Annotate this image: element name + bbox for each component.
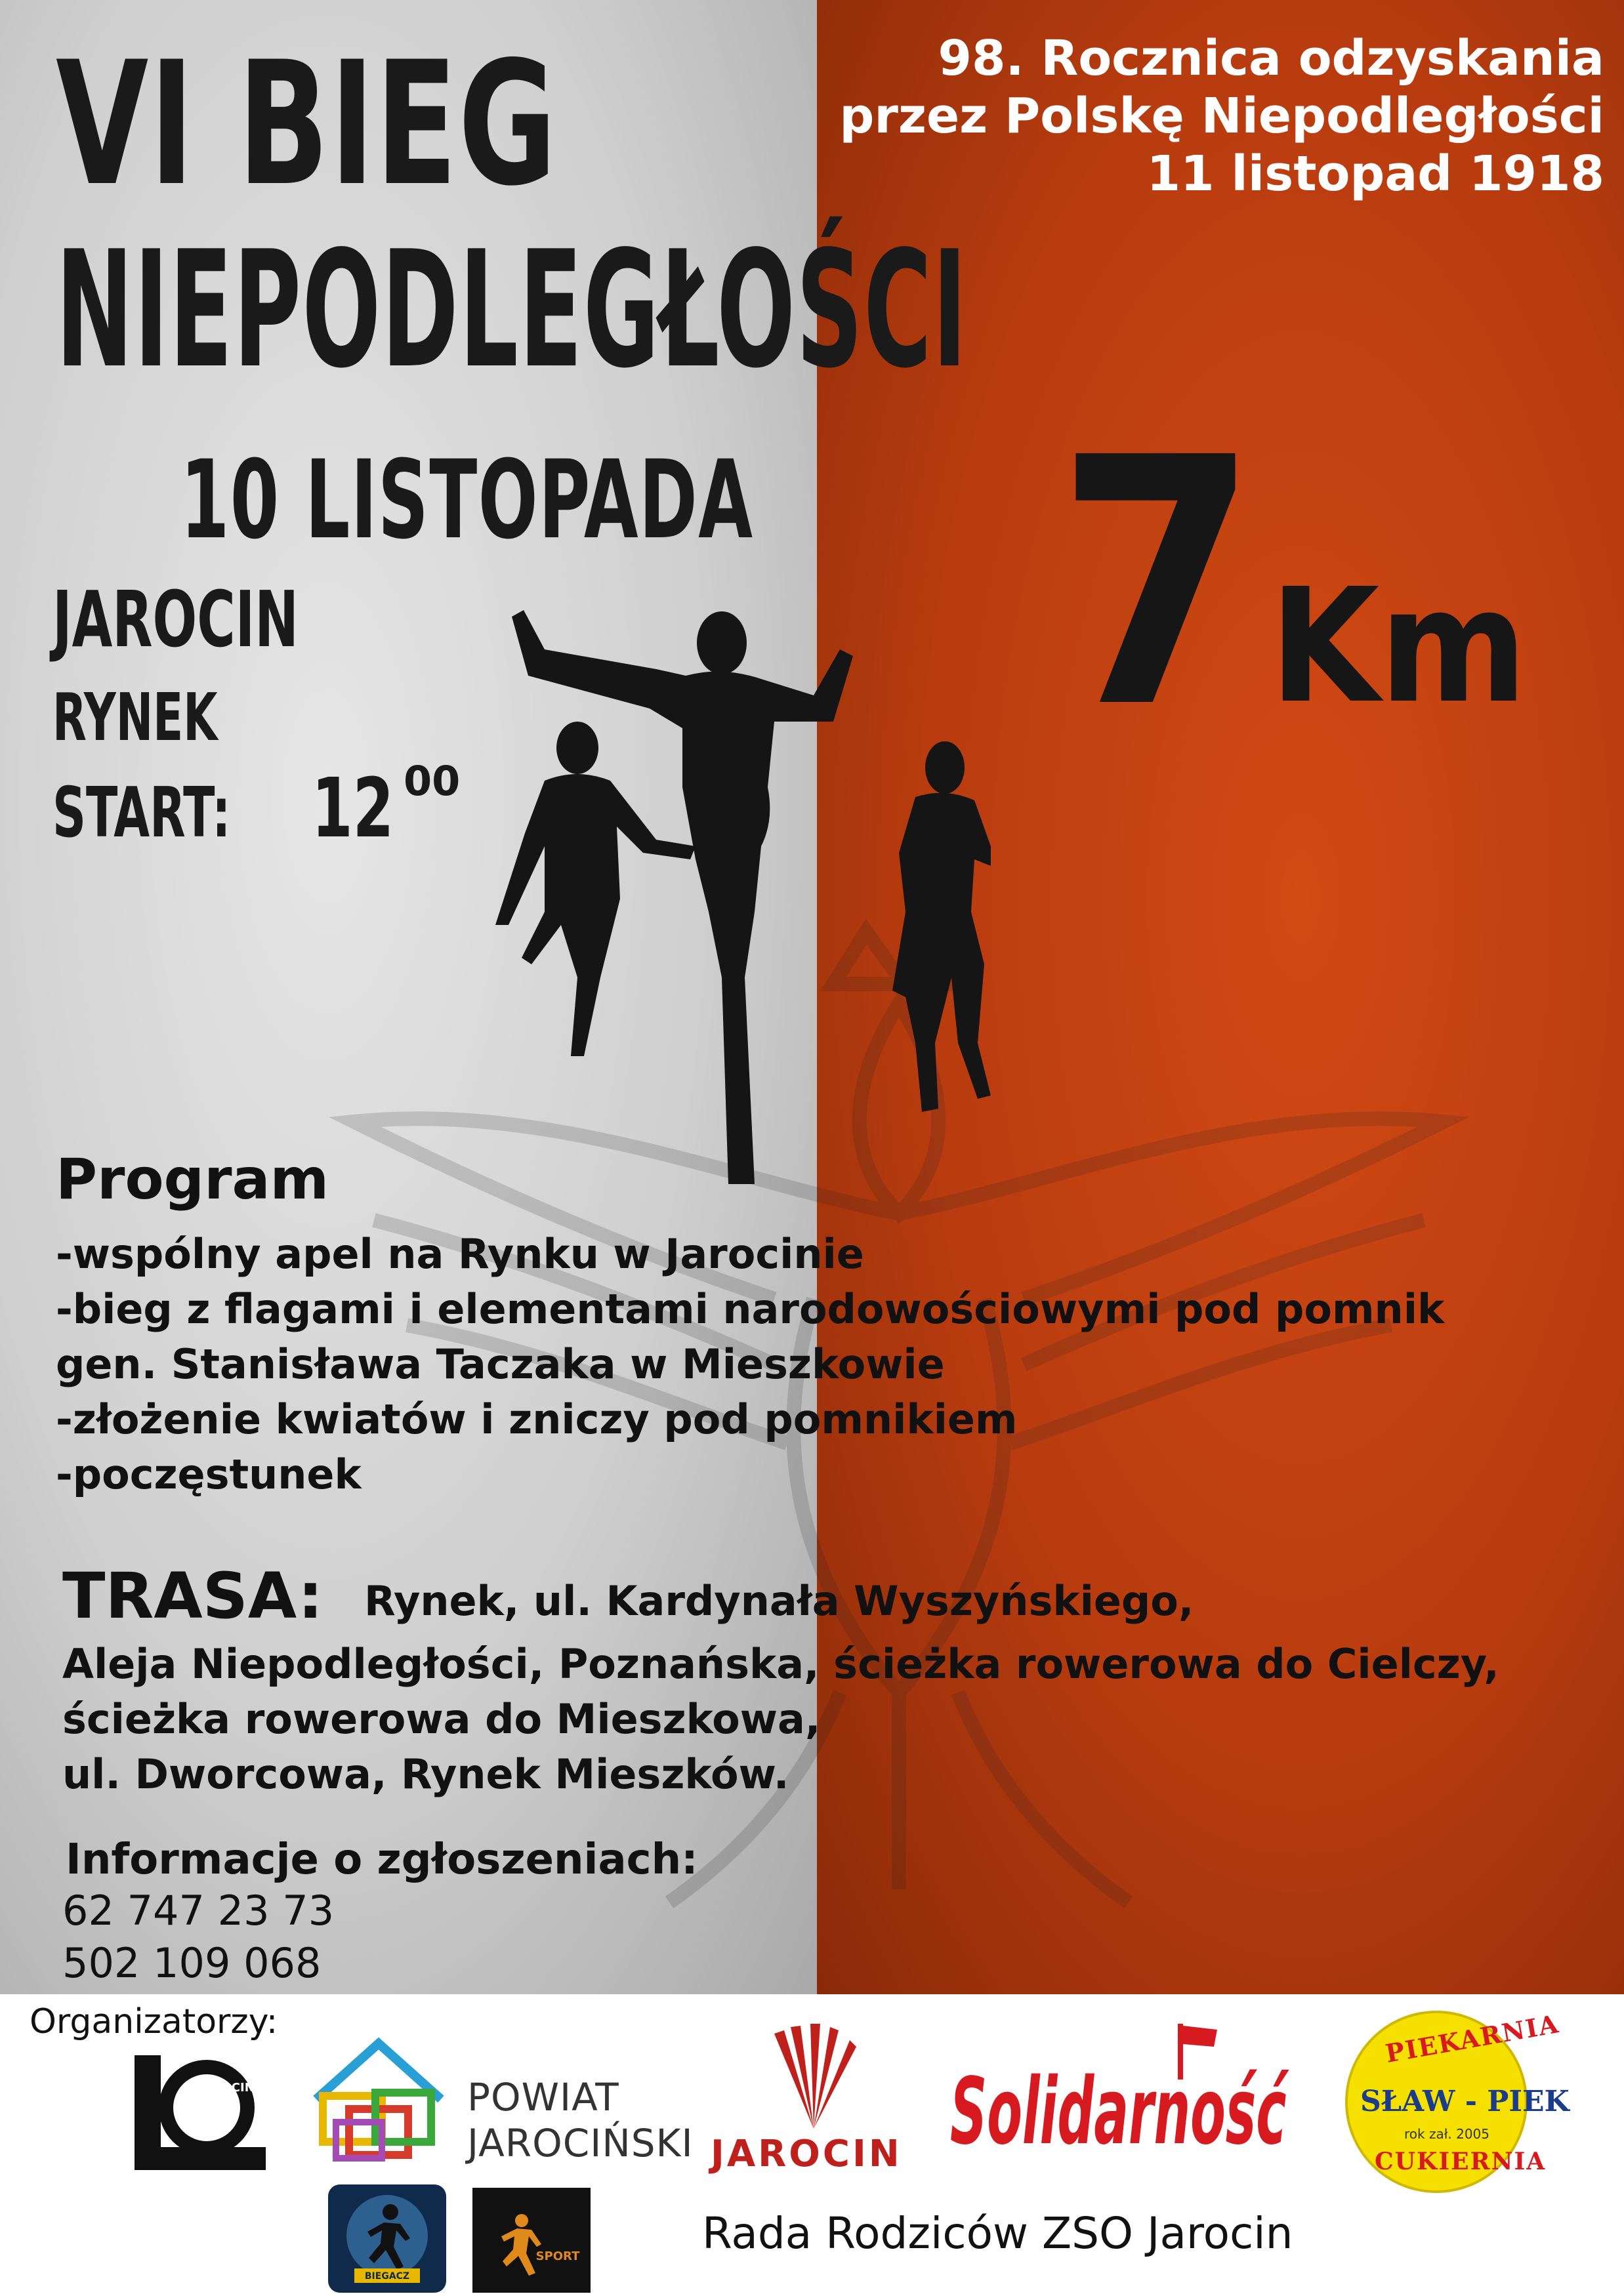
logo-l-text: JAROCIN <box>199 2081 255 2095</box>
program-item: -złożenie kwiatów i zniczy pod pomnikiem <box>56 1395 1018 1443</box>
phone-number-2: 502 109 068 <box>62 1939 322 1987</box>
start-hour: 12 <box>312 761 394 856</box>
jarocin-wing-logo <box>761 2020 866 2132</box>
bakery-top-text: PIEKARNIA <box>1383 2009 1562 2068</box>
route-line: Aleja Niepodległości, Poznańska, ścieżka rowerowa do Cielczy, <box>62 1640 1499 1688</box>
program-list <box>56 1227 1444 1502</box>
program-heading: Program <box>56 1147 329 1212</box>
jarocin-logo-text: JAROCIN <box>711 2133 902 2175</box>
jarocin-city-l-logo <box>128 2045 272 2177</box>
route-line: ul. Dworcowa, Rynek Mieszków. <box>62 1750 789 1798</box>
route-line: ścieżka rowerowa do Mieszkowa, <box>62 1695 821 1743</box>
bakery-founded: rok zał. 2005 <box>1404 2126 1490 2142</box>
event-title-line2: NIEPODLEGŁOŚCI <box>56 216 968 403</box>
event-place: RYNEK <box>52 679 218 756</box>
parents-council-text: Rada Rodziców ZSO Jarocin <box>702 2208 1293 2259</box>
route-line: Rynek, ul. Kardynała Wyszyńskiego, <box>364 1577 1194 1625</box>
runners-silhouette-illustration <box>446 571 1135 1194</box>
organizers-label: Organizatorzy: <box>30 2002 278 2041</box>
distance-unit: Km <box>1270 554 1528 738</box>
start-label: START: <box>52 773 231 853</box>
powiat-name: POWIAT JAROCIŃSKI <box>467 2075 694 2165</box>
runner-club-logo <box>328 2184 446 2293</box>
powiat-jarocinski-logo <box>303 2037 454 2168</box>
program-item: -bieg z flagami i elementami narodowościowymi pod pomnik <box>56 1285 1445 1333</box>
registration-info-heading: Informacje o zgłoszeniach: <box>66 1835 698 1884</box>
solidarnosc-logo: Solidarność <box>950 2059 1287 2165</box>
event-date: 10 LISTOPADA <box>180 437 754 563</box>
bakery-name: SŁAW - PIEK <box>1360 2085 1570 2118</box>
bakery-bottom-text: CUKIERNIA <box>1375 2148 1547 2175</box>
start-minutes: 00 <box>404 757 461 805</box>
runner-club-text: BIEGACZ <box>364 2271 410 2282</box>
program-item: -wspólny apel na Rynku w Jarocinie <box>56 1230 864 1278</box>
sport-club-logo <box>472 2188 591 2293</box>
event-title-line1: VI BIEG <box>56 26 558 224</box>
anniversary-text: 98. Rocznica odzyskania przez Polskę Niepodległości 11 listopad 1918 <box>839 30 1604 202</box>
distance-number: 7 <box>1056 385 1259 783</box>
phone-number-1: 62 747 23 73 <box>62 1887 335 1935</box>
route-list <box>62 1637 1499 1802</box>
route-heading: TRASA: <box>62 1559 323 1633</box>
sport-club-text: SPORT <box>535 2249 580 2263</box>
event-city: JAROCIN <box>52 574 299 665</box>
program-item: gen. Stanisława Taczaka w Mieszkowie <box>56 1340 945 1388</box>
program-item: -poczęstunek <box>56 1450 362 1498</box>
